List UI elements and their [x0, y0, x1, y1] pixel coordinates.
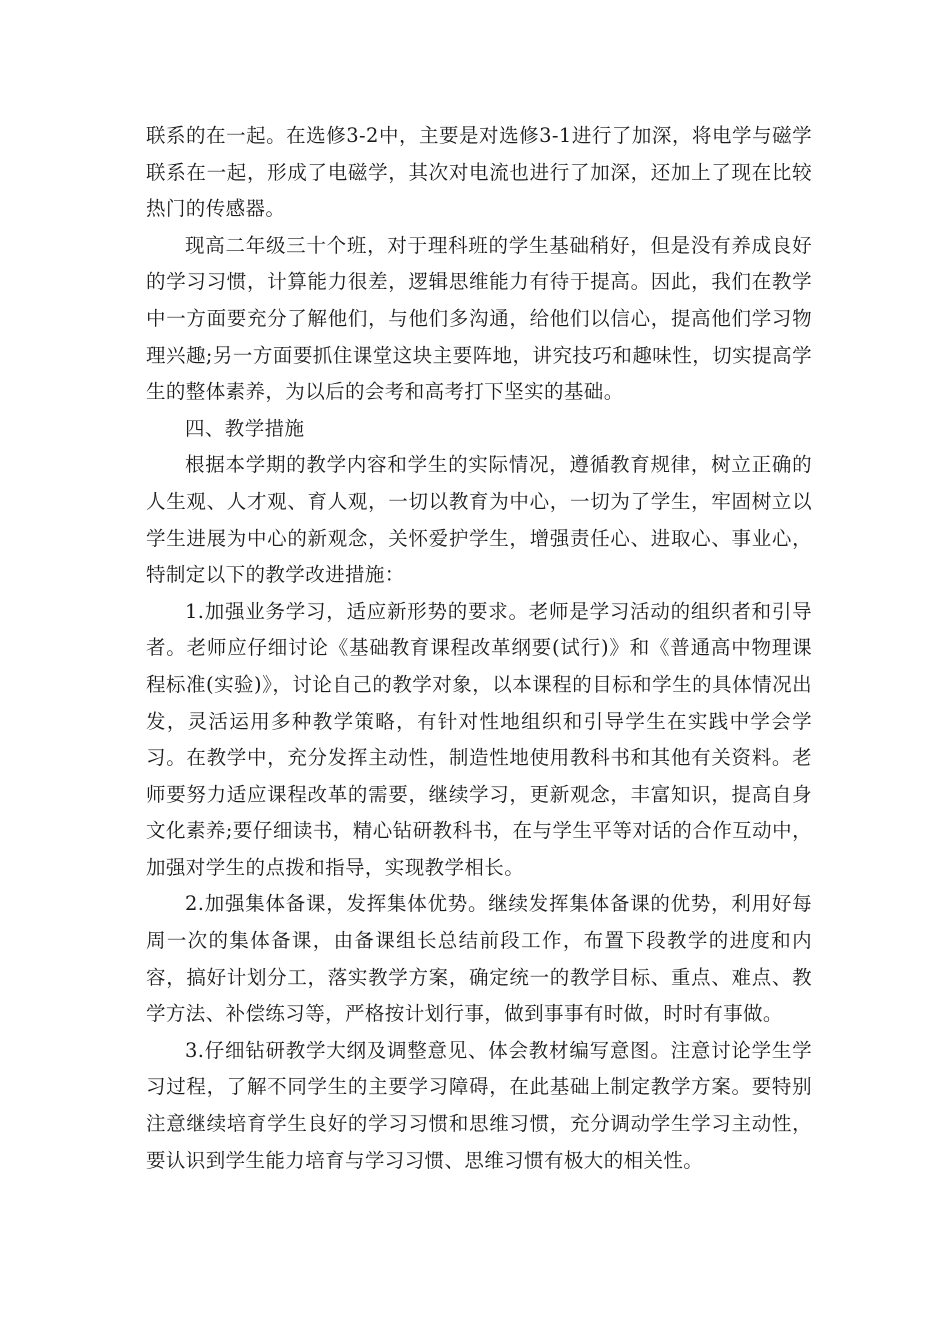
paragraph-measures-intro: 根据本学期的教学内容和学生的实际情况，遵循教育规律，树立正确的人生观、人才观、育人观，一切以教育为中心，一切为了学生，牢固树立以学生进展为中心的新观念，关怀爱护学生，增强责任心、进取心、事业心，特制定以下的教学改进措施： [146, 453, 812, 587]
section-heading-teaching-measures: 四、教学措施 [185, 416, 305, 440]
paragraph-continuation: 联系的在一起。在选修3-2中，主要是对选修3-1进行了加深，将电学与磁学联系在一起，形成了电磁学，其次对电流也进行了加深，还加上了现在比较热门的传感器。 [146, 124, 812, 221]
paragraph-measure-1: 1.加强业务学习，适应新形势的要求。老师是学习活动的组织者和引导者。老师应仔细讨论《基础教育课程改革纲要(试行)》和《普通高中物理课程标准(实验)》，讨论自己的教学对象，以本课程的目标和学生的具体情况出发，灵活运用多种教学策略，有针对性地组织和引导学生在实践中学会学习。在教学中，充分发挥主动性，制造性地使用教科书和其他有关资料。老师要努力适应课程改革的需要，继续学习，更新观念，丰富知识，提高自身文化素养;要仔细读书，精心钻研教科书，在与学生平等对话的合作互动中，加强对学生的点拨和指导，实现教学相长。 [146, 599, 812, 879]
document-body [146, 118, 812, 1179]
paragraph-measure-3: 3.仔细钻研教学大纲及调整意见、体会教材编写意图。注意讨论学生学习过程，了解不同学生的主要学习障碍，在此基础上制定教学方案。要特别注意继续培育学生良好的学习习惯和思维习惯，充分调动学生学习主动性，要认识到学生能力培育与学习习惯、思维习惯有极大的相关性。 [146, 1038, 812, 1172]
paragraph-measure-2: 2.加强集体备课，发挥集体优势。继续发挥集体备课的优势，利用好每周一次的集体备课，由备课组长总结前段工作，布置下段教学的进度和内容，搞好计划分工，落实教学方案，确定统一的教学目标、重点、难点、教学方法、补偿练习等，严格按计划行事，做到事事有时做，时时有事做。 [146, 892, 812, 1026]
paragraph-student-situation: 现高二年级三十个班，对于理科班的学生基础稍好，但是没有养成良好的学习习惯，计算能力很差，逻辑思维能力有待于提高。因此，我们在教学中一方面要充分了解他们，与他们多沟通，给他们以信心，提高他们学习物理兴趣;另一方面要抓住课堂这块主要阵地，讲究技巧和趣味性，切实提高学生的整体素养，为以后的会考和高考打下坚实的基础。 [146, 233, 812, 404]
